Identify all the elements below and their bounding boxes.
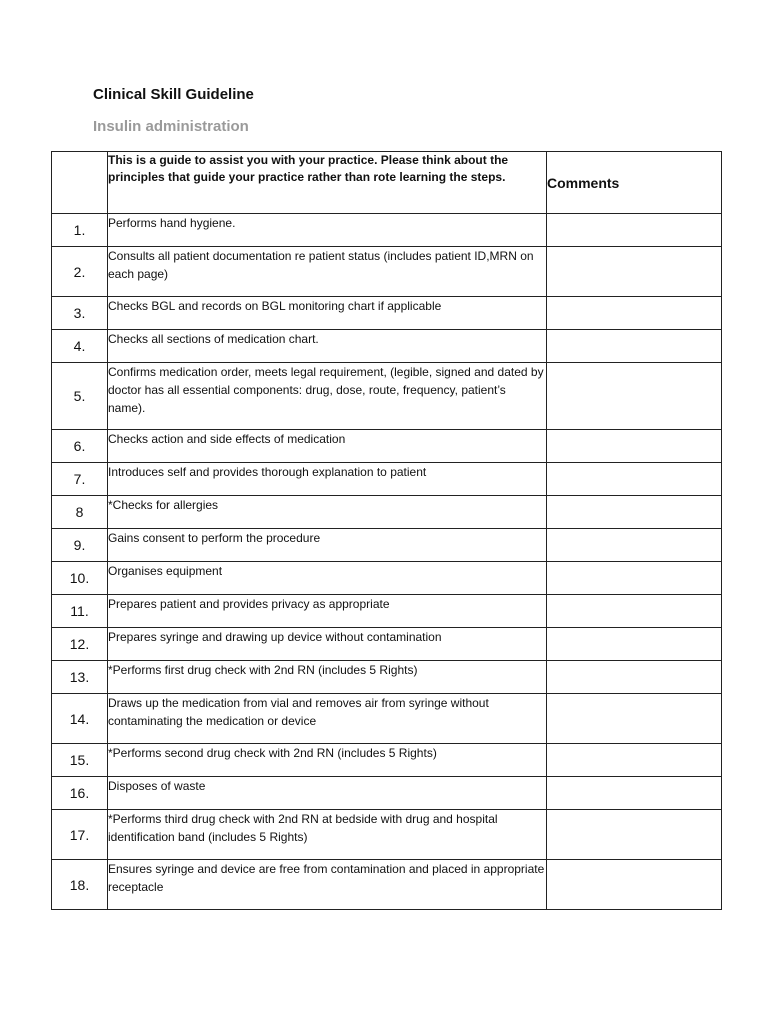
step-description: Confirms medication order, meets legal requirement, (legible, signed and dated by doctor has all essential components: drug, dose, route, frequency, patient’s name). xyxy=(108,363,547,430)
step-number: 7. xyxy=(52,463,108,496)
comment-cell[interactable] xyxy=(547,744,722,777)
comment-cell[interactable] xyxy=(547,810,722,860)
step-number: 4. xyxy=(52,330,108,363)
comment-cell[interactable] xyxy=(547,694,722,744)
step-description: Ensures syringe and device are free from contamination and placed in appropriate receptacle xyxy=(108,860,547,910)
step-description: Checks BGL and records on BGL monitoring chart if applicable xyxy=(108,297,547,330)
table-row xyxy=(52,463,722,496)
table-row xyxy=(52,661,722,694)
step-description: *Checks for allergies xyxy=(108,496,547,529)
step-description: *Performs first drug check with 2nd RN (includes 5 Rights) xyxy=(108,661,547,694)
table-row xyxy=(52,297,722,330)
table-row xyxy=(52,247,722,297)
comment-cell[interactable] xyxy=(547,860,722,910)
step-description: *Performs second drug check with 2nd RN (includes 5 Rights) xyxy=(108,744,547,777)
step-number: 3. xyxy=(52,297,108,330)
step-description: Prepares patient and provides privacy as appropriate xyxy=(108,595,547,628)
table-row xyxy=(52,777,722,810)
comment-cell[interactable] xyxy=(547,661,722,694)
table-row xyxy=(52,694,722,744)
step-number: 14. xyxy=(52,694,108,744)
header-intro-text: This is a guide to assist you with your practice. Please think about the principles that guide your practice rather than rote learning the steps. xyxy=(108,152,547,214)
table-row xyxy=(52,595,722,628)
step-number: 10. xyxy=(52,562,108,595)
table-row xyxy=(52,430,722,463)
comment-cell[interactable] xyxy=(547,247,722,297)
header-comments-label: Comments xyxy=(547,152,722,214)
document-subtitle: Insulin administration xyxy=(93,118,249,135)
comment-cell[interactable] xyxy=(547,463,722,496)
step-description: Gains consent to perform the procedure xyxy=(108,529,547,562)
step-number: 8 xyxy=(52,496,108,529)
comment-cell[interactable] xyxy=(547,628,722,661)
step-description: Performs hand hygiene. xyxy=(108,214,547,247)
step-number: 11. xyxy=(52,595,108,628)
table-row xyxy=(52,496,722,529)
step-number: 5. xyxy=(52,363,108,430)
step-description: Organises equipment xyxy=(108,562,547,595)
comment-cell[interactable] xyxy=(547,430,722,463)
table-row xyxy=(52,628,722,661)
table-row xyxy=(52,562,722,595)
step-number: 2. xyxy=(52,247,108,297)
step-description: Checks action and side effects of medication xyxy=(108,430,547,463)
comment-cell[interactable] xyxy=(547,496,722,529)
step-number: 13. xyxy=(52,661,108,694)
comment-cell[interactable] xyxy=(547,214,722,247)
comment-cell[interactable] xyxy=(547,595,722,628)
table-row xyxy=(52,529,722,562)
table-row xyxy=(52,744,722,777)
document-title: Clinical Skill Guideline xyxy=(93,86,254,103)
step-number: 1. xyxy=(52,214,108,247)
step-description: Draws up the medication from vial and removes air from syringe without contaminating the medication or device xyxy=(108,694,547,744)
step-number: 6. xyxy=(52,430,108,463)
comment-cell[interactable] xyxy=(547,562,722,595)
comment-cell[interactable] xyxy=(547,363,722,430)
step-number: 17. xyxy=(52,810,108,860)
step-number: 18. xyxy=(52,860,108,910)
step-description: Consults all patient documentation re patient status (includes patient ID,MRN on each page) xyxy=(108,247,547,297)
table-row xyxy=(52,330,722,363)
comment-cell[interactable] xyxy=(547,777,722,810)
table-row xyxy=(52,214,722,247)
step-description: Prepares syringe and drawing up device without contamination xyxy=(108,628,547,661)
step-number: 15. xyxy=(52,744,108,777)
table-row xyxy=(52,860,722,910)
table-row xyxy=(52,363,722,430)
step-number: 9. xyxy=(52,529,108,562)
header-number-cell xyxy=(52,152,108,214)
table-row xyxy=(52,810,722,860)
step-description: Disposes of waste xyxy=(108,777,547,810)
skill-checklist-table xyxy=(51,151,722,910)
comment-cell[interactable] xyxy=(547,297,722,330)
step-description: *Performs third drug check with 2nd RN at bedside with drug and hospital identification band (includes 5 Rights) xyxy=(108,810,547,860)
step-number: 16. xyxy=(52,777,108,810)
step-description: Checks all sections of medication chart. xyxy=(108,330,547,363)
table-header-row xyxy=(52,152,722,214)
comment-cell[interactable] xyxy=(547,529,722,562)
step-number: 12. xyxy=(52,628,108,661)
step-description: Introduces self and provides thorough explanation to patient xyxy=(108,463,547,496)
comment-cell[interactable] xyxy=(547,330,722,363)
